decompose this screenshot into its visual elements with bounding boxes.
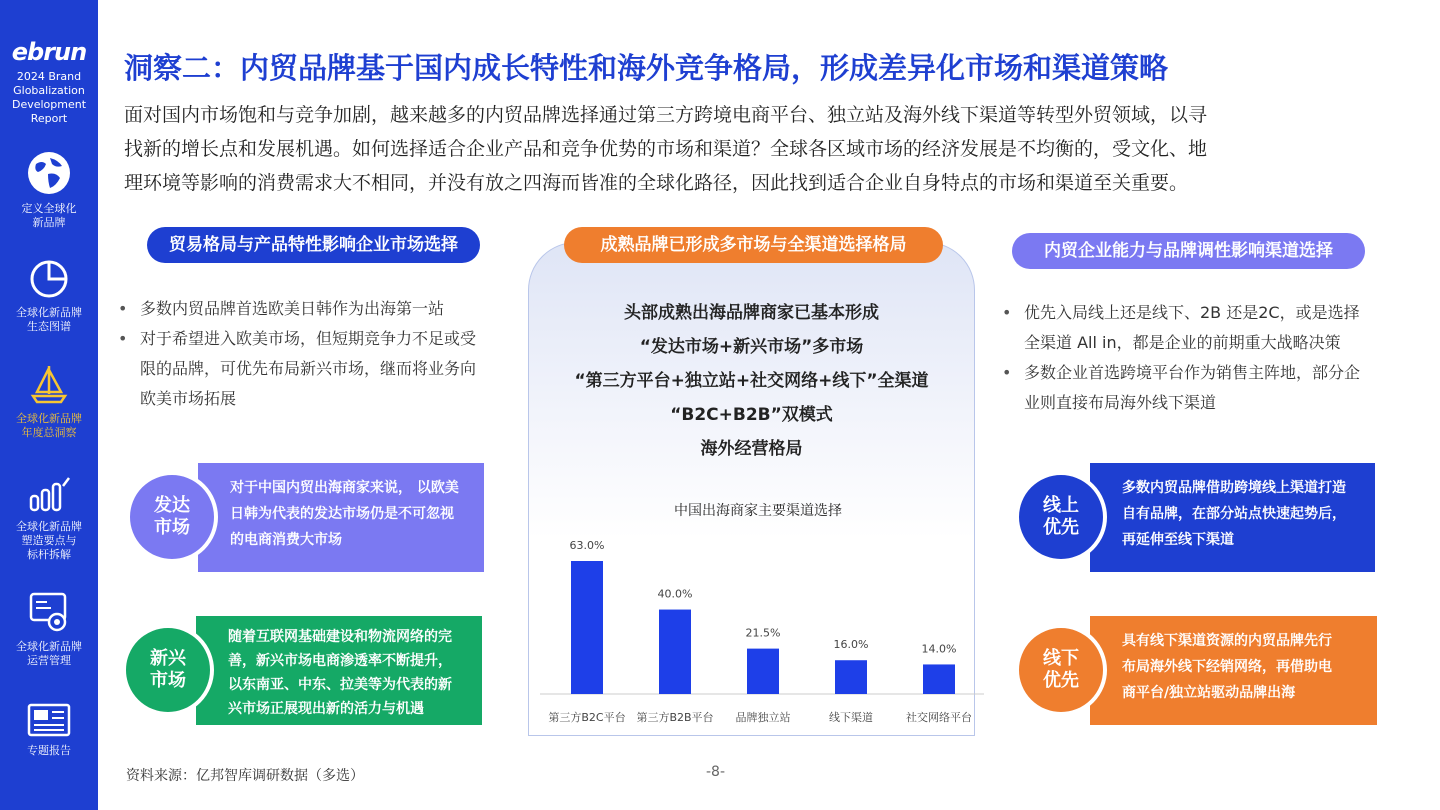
emerging-market-card: 随着互联网基础建设和物流网络的完 善，新兴市场电商渗透率不断提升， 以东南亚、中东、拉美等为代表的新 兴市场正展现出新的活力与机遇 — [196, 616, 482, 725]
report-subtitle: 2024 Brand Globalization Development Report — [11, 70, 87, 125]
sidebar-item-benchmark[interactable]: 全球化新品牌 塑造要点与 标杆拆解 — [0, 474, 98, 562]
left-bullets — [118, 294, 498, 414]
brand-logo: ebrun — [11, 38, 87, 66]
left-section-pill: 贸易格局与产品特性影响企业市场选择 — [147, 227, 480, 263]
center-statement: 头部成熟出海品牌商家已基本形成 “发达市场+新兴市场”多市场 “第三方平台+独立站+社交网络+线下”全渠道 “B2C+B2B”双模式 海外经营格局 — [574, 303, 929, 459]
intro-paragraph: 面对国内市场饱和与竞争加剧，越来越多的内贸品牌选择通过第三方跨境电商平台、独立站及海外线下渠道等转型外贸领域，以寻 找新的增长点和发展机遇。如何选择适合企业产品和竞争优势的市场和渠道？全球各区域市场的经济发展是不均衡的，受文化、地 理环境等影响的消费需求大不相同，并没有放之四海而皆准的全球化路径，因此找到适合企业自身特点的市场和渠道至关重要。 — [124, 104, 1208, 194]
list-item: • 对于希望进入欧美市场，但短期竞争力不足或受 限的品牌，可优先布局新兴市场，继而将业务向 欧美市场拓展 — [118, 324, 498, 414]
chart-value-label: 21.5% — [745, 626, 781, 640]
developed-market-card: 对于中国内贸出海商家来说， 以欧美 日韩为代表的发达市场仍是不可忽视 的电商消费大市场 — [198, 463, 484, 572]
chart-bar — [659, 610, 691, 694]
chart-title: 中国出海商家主要渠道选择 — [674, 503, 842, 519]
chart-bar — [835, 660, 867, 694]
emerging-market-circle: 新兴 市场 — [122, 624, 214, 716]
list-item: • 优先入局线上还是线下、2B 还是2C，或是选择 全渠道 All in，都是企业的前期重大战略决策 — [1002, 298, 1392, 358]
sidebar-item-define[interactable]: 定义全球化 新品牌 — [0, 150, 98, 230]
sailboat-icon — [27, 362, 71, 406]
list-item: • 多数企业首选跨境平台作为销售主阵地，部分企 业则直接布局海外线下渠道 — [1002, 358, 1392, 418]
gear-data-icon — [27, 590, 71, 634]
chart-category-label: 品牌独立站 — [735, 711, 791, 724]
chart-value-label: 14.0% — [921, 642, 957, 656]
sidebar-item-operation[interactable]: 全球化新品牌 运营管理 — [0, 590, 98, 668]
chart-bar — [571, 561, 603, 694]
online-first-circle: 线上 优先 — [1015, 471, 1107, 563]
offline-first-circle: 线下 优先 — [1015, 624, 1107, 716]
globe-icon — [26, 150, 72, 196]
developed-market-circle: 发达 市场 — [126, 471, 218, 563]
bar-chart-icon — [27, 474, 71, 514]
offline-first-card: 具有线下渠道资源的内贸品牌先行 布局海外线下经销网络，再借助电 商平台/独立站驱动品牌出海 — [1090, 616, 1377, 725]
chart-category-label: 社交网络平台 — [906, 711, 972, 724]
chart-value-label: 40.0% — [657, 587, 693, 601]
right-section-pill: 内贸企业能力与品牌调性影响渠道选择 — [1012, 233, 1365, 269]
sidebar-item-special-report[interactable]: 专题报告 — [0, 702, 98, 758]
page-number: -8- — [706, 764, 726, 780]
chart-value-label: 63.0% — [569, 539, 605, 552]
channel-bar-chart — [530, 495, 990, 735]
pie-chart-icon — [28, 258, 70, 300]
center-section-pill: 成熟品牌已形成多市场与全渠道选择格局 — [564, 227, 943, 263]
data-source: 资料来源：亿邦智库调研数据（多选） — [126, 768, 364, 784]
right-bullets — [1002, 298, 1392, 418]
chart-category-label: 第三方B2C平台 — [548, 711, 626, 724]
sidebar-item-ecosystem[interactable]: 全球化新品牌 生态图谱 — [0, 258, 98, 334]
newspaper-icon — [26, 702, 72, 738]
sidebar — [0, 0, 98, 810]
page-title: 洞察二：内贸品牌基于国内成长特性和海外竞争格局，形成差异化市场和渠道策略 — [124, 51, 1169, 85]
online-first-card: 多数内贸品牌借助跨境线上渠道打造 自有品牌，在部分站点快速起势后， 再延伸至线下渠道 — [1090, 463, 1375, 572]
sidebar-item-insights[interactable]: 全球化新品牌 年度总洞察 — [0, 362, 98, 440]
chart-bar — [747, 649, 779, 694]
chart-value-label: 16.0% — [833, 638, 869, 652]
chart-category-label: 线下渠道 — [829, 711, 873, 724]
chart-bar — [923, 664, 955, 694]
list-item: • 多数内贸品牌首选欧美日韩作为出海第一站 — [118, 294, 498, 324]
chart-category-label: 第三方B2B平台 — [636, 711, 714, 724]
